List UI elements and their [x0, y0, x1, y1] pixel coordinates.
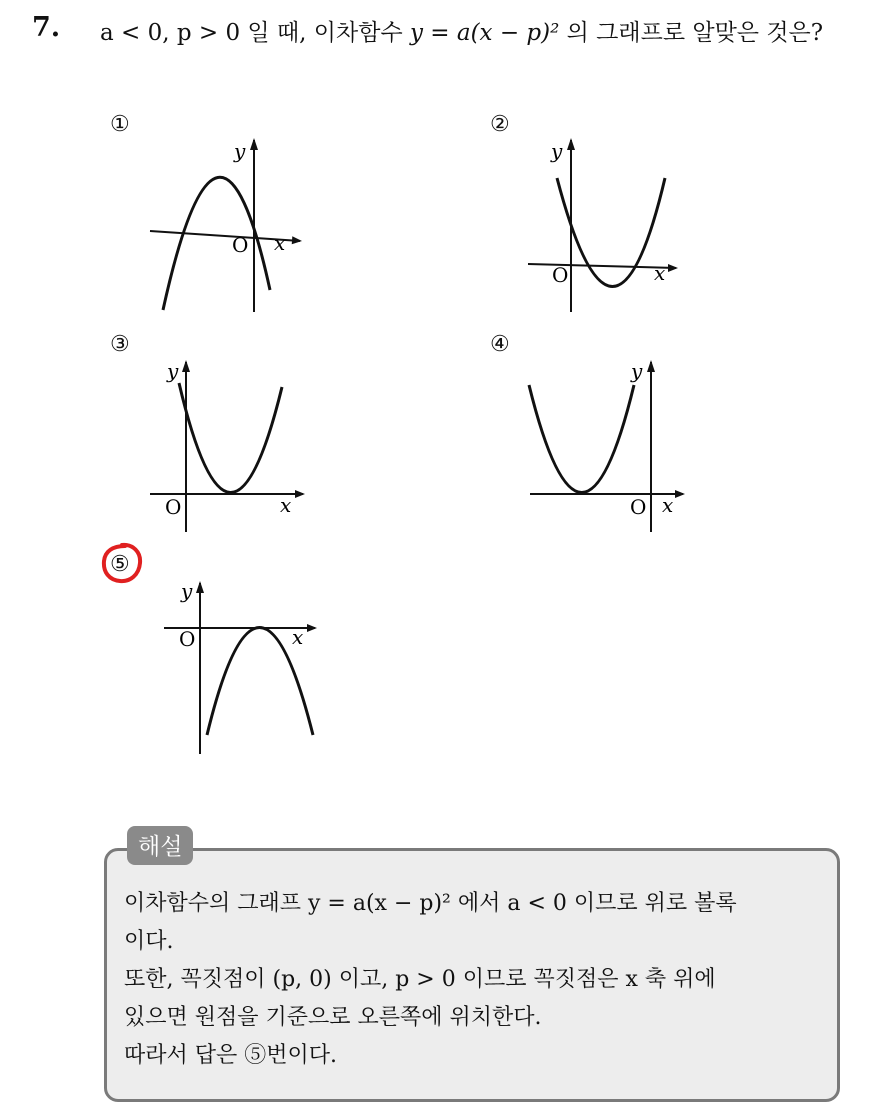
axis-y-label: y: [551, 139, 563, 163]
question-formula: y = a(x − p)²: [409, 20, 560, 46]
question-prefix: a < 0, p > 0 일 때, 이차함수: [100, 20, 403, 46]
question-suffix: 의 그래프로 알맞은 것은?: [566, 20, 824, 46]
explanation-line-1: 이차함수의 그래프 y = a(x − p)² 에서 a < 0 이므로 위로 볼록: [124, 891, 737, 916]
origin-label: O: [630, 495, 647, 519]
axis-x-label: x: [654, 261, 666, 285]
choice-5-label[interactable]: ⑤: [110, 552, 130, 577]
axis-x-label: x: [662, 493, 674, 517]
choice-2-label[interactable]: ②: [490, 112, 510, 137]
choice-4-label[interactable]: ④: [490, 332, 510, 357]
axis-y-label: y: [181, 579, 193, 603]
explanation-line-3: 또한, 꼭짓점이 (p, 0) 이고, p > 0 이므로 꼭짓점은 x 축 위에: [124, 967, 716, 992]
choice-3-label[interactable]: ③: [110, 332, 130, 357]
origin-label: O: [179, 627, 196, 651]
origin-label: O: [165, 495, 182, 519]
axis-x-label: x: [274, 231, 286, 255]
axis-x-label: x: [292, 625, 304, 649]
axis-y-label: y: [167, 359, 179, 383]
explanation-line-2: 이다.: [124, 929, 174, 954]
explanation-title: 해설: [127, 826, 193, 865]
question-number: 7.: [32, 12, 61, 43]
origin-label: O: [552, 263, 569, 287]
explanation-line-4: 있으면 원점을 기준으로 오른쪽에 위치한다.: [124, 1005, 542, 1030]
axis-x-label: x: [280, 493, 292, 517]
choice-1-label[interactable]: ①: [110, 112, 130, 137]
axis-y-label: y: [234, 139, 246, 163]
explanation-line-5: 따라서 답은 ⑤번이다.: [124, 1043, 337, 1068]
axis-y-label: y: [631, 359, 643, 383]
origin-label: O: [232, 233, 249, 257]
